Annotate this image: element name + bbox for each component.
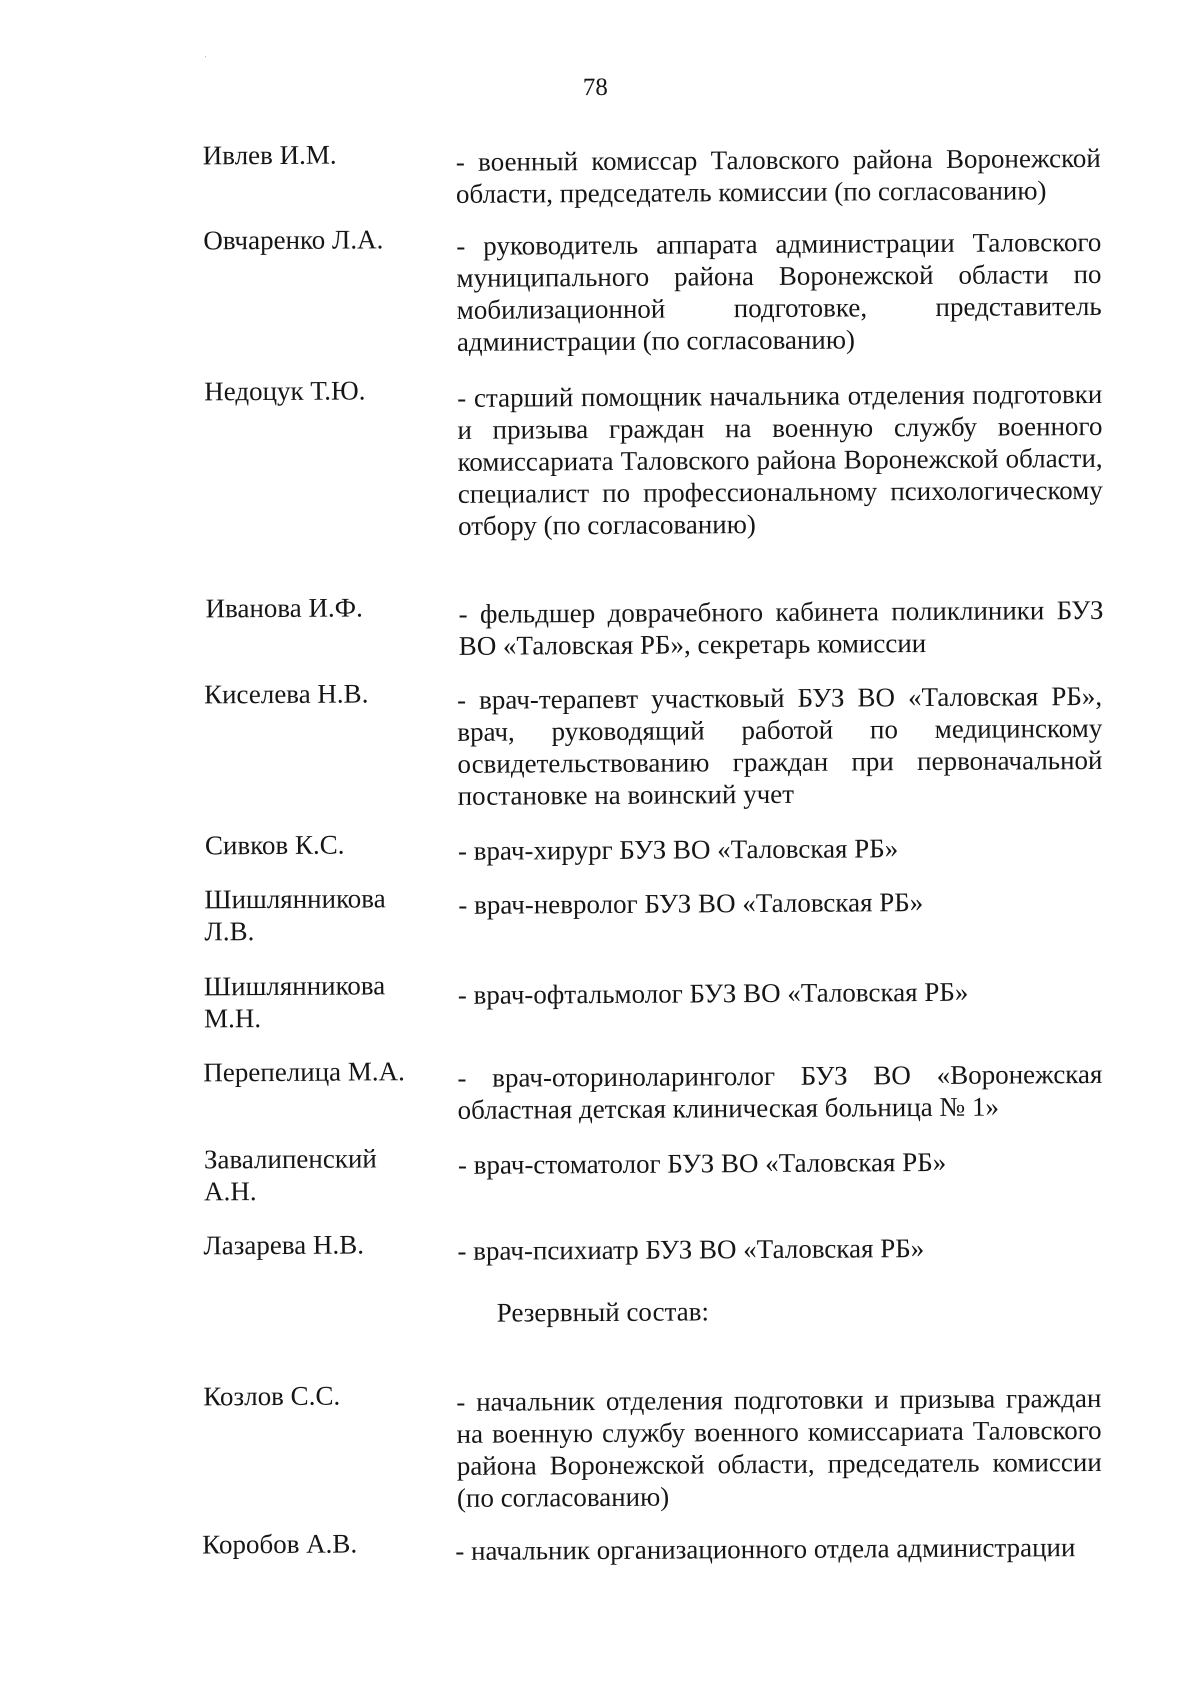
reserve-title: Резервный состав: — [496, 1296, 709, 1328]
member-role: - врач-хирург БУЗ ВО «Таловская РБ» — [457, 833, 899, 866]
member-role: - врач-психиатр БУЗ ВО «Таловская РБ» — [457, 1233, 925, 1266]
member-name: Ивлев И.М. — [202, 139, 337, 171]
member-role: - руководитель аппарата администрации Таловского муниципального района Воронежской области по мобилизационной подготовке, представитель администрации (по согласованию) — [456, 226, 1102, 357]
scan-speck: · — [204, 52, 207, 62]
member-name: Киселева Н.В. — [203, 678, 369, 710]
member-name: Шишлянникова М.Н. — [203, 970, 386, 1034]
member-name: Коробов А.В. — [202, 1528, 358, 1560]
member-name: Козлов С.С. — [203, 1380, 341, 1412]
member-name: Перепелица М.А. — [203, 1056, 405, 1088]
member-role: - врач-офтальмолог БУЗ ВО «Таловская РБ» — [457, 976, 969, 1010]
member-role: - военный комиссар Таловского района Воронежской области, председатель комиссии (по согласованию) — [455, 142, 1101, 209]
member-name: Недоцук Т.Ю. — [204, 375, 366, 407]
member-name: Завалипенский А.Н. — [203, 1143, 377, 1207]
member-name: Овчаренко Л.А. — [203, 224, 384, 256]
member-role: - врач-оториноларинголог БУЗ ВО «Воронежская областная детская клиническая больница № 1» — [457, 1058, 1103, 1125]
member-name: Сивков К.С. — [204, 829, 345, 861]
member-role: - старший помощник начальника отделения подготовки и призыва граждан на военную службу военного комиссариата Таловского района Воронежской области, специалист по профессиональному психологическому отбору (по согласованию) — [457, 378, 1103, 541]
member-name: Шишлянникова Л.В. — [204, 883, 386, 947]
page-number: 78 — [582, 73, 608, 102]
member-role: - врач-невролог БУЗ ВО «Таловская РБ» — [458, 887, 924, 920]
member-name: Лазарева Н.В. — [203, 1229, 365, 1261]
member-role: - врач-терапевт участковый БУЗ ВО «Таловская РБ», врач, руководящий работой по медицинскому освидетельствованию граждан при первоначальной постановке на воинский учет — [456, 680, 1103, 811]
member-role: - начальник отделения подготовки и призыва граждан на военную службу военного комиссариата Таловского района Воронежской области, председатель комиссии (по согласованию) — [456, 1382, 1102, 1513]
member-role: - врач-стоматолог БУЗ ВО «Таловская РБ» — [457, 1146, 947, 1180]
member-name: Иванова И.Ф. — [205, 592, 363, 624]
member-role: - фельдшер доврачебного кабинета поликлиники БУЗ ВО «Таловская РБ», секретарь комиссии — [458, 594, 1104, 661]
member-role: - начальник организационного отдела администрации — [455, 1532, 1076, 1566]
